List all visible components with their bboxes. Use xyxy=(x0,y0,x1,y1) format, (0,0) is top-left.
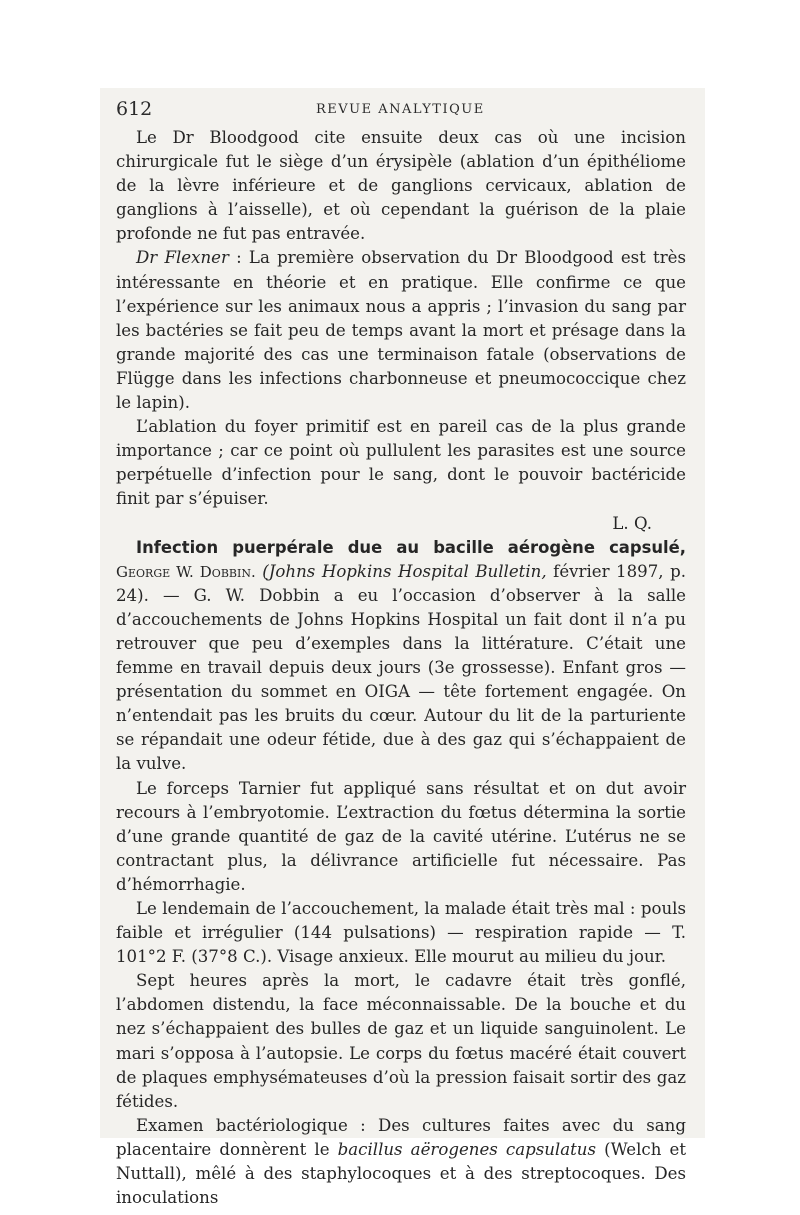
paragraph-flexner-comment xyxy=(116,246,686,415)
article-author: George W. Dobbin. xyxy=(116,562,256,581)
journal-citation: (Johns Hopkins Hospital Bulletin, xyxy=(262,561,547,581)
paragraph-lendemain: Le lendemain de l’accouchement, la malade était très mal : pouls faible et irrégulier (144 pulsations) — respiration rapide — T. 101°2 F. (37°8 C.). Visage anxieux. Elle mourut au milieu du jour. xyxy=(116,899,686,967)
section-title: Infection puerpérale due au bacille aérogène capsulé, xyxy=(136,537,686,557)
page-header xyxy=(116,98,686,122)
paragraph-text: février 1897, p. 24). — G. W. Dobbin a eu l’occasion d’observer à la salle d’accouchements de Johns Hopkins Hospital un fait dont il n’a pu retrouver que peu d’exemples dans la littérature. C’était une femme en travail depuis deux jours (3e grossesse). Enfant gros — présentation du sommet en OIGA — tête fortement engagée. On n’entendait pas les bruits du cœur. Autour du lit de la parturiente se répandait une odeur fétide, due à des gaz qui s’échappaient de la vulve. xyxy=(116,561,686,774)
paragraph-autopsy: Sept heures après la mort, le cadavre était très gonflé, l’abdomen distendu, la face méconnaissable. De la bouche et du nez s’échappaient des bulles de gaz et un liquide sanguinolent. Le mari s’opposa à l’autopsie. Le corps du fœtus macéré était couvert de plaques emphysémateuses d’où la pression faisait sortir des gaz fétides. xyxy=(116,971,686,1111)
speaker-name: Dr Flexner xyxy=(136,248,229,268)
species-name: bacillus aërogenes capsulatus xyxy=(337,1139,596,1159)
paragraph-forceps: Le forceps Tarnier fut appliqué sans résultat et on dut avoir recours à l’embryotomie. L’extraction du fœtus détermina la sortie d’une grande quantité de gaz de la cavité utérine. L’utérus ne se contractant plus, la délivrance artificielle fut nécessaire. Pas d’hémorrhagie. xyxy=(116,778,686,894)
running-head: REVUE ANALYTIQUE xyxy=(316,102,485,117)
article-body xyxy=(116,126,686,1210)
paragraph-bacteriology xyxy=(116,1114,686,1210)
paragraph-text: : La première observation du Dr Bloodgood est très intéressante en théorie et en pratique. Elle confirme ce que l’expérience sur les animaux nous a appris ; l’invasion du sang par les bactéries se fait peu de temps avant la mort et présage dans la grande majorité des cas une terminaison fatale (observations de Flügge dans les infections charbonneuse et pneumococcique chez le lapin). xyxy=(116,248,686,413)
page-number: 612 xyxy=(116,98,153,120)
paragraph-bloodgood-cases: Le Dr Bloodgood cite ensuite deux cas où une incision chirurgicale fut le siège d’un érysipèle (ablation d’un épithéliome de la lèvre inférieure et de ganglions cervicaux, ablation de ganglions à l’aisselle), et où cependant la guérison de la plaie profonde ne fut pas entravée. xyxy=(116,128,686,244)
paragraph-text: Examen bactériologique : Des cultures faites avec du sang placentaire donnèrent le xyxy=(116,1115,686,1159)
paragraph-text: (Welch et Nuttall), mêlé à des staphylocoques et à des streptocoques. Des inoculations xyxy=(116,1139,686,1208)
author-signature: L. Q. xyxy=(612,513,652,533)
paragraph-ablation: L’ablation du foyer primitif est en pareil cas de la plus grande importance ; car ce point où pullulent les parasites est une source perpétuelle d’infection pour le sang, dont le pouvoir bactéricide finit par s’épuiser. xyxy=(116,417,686,509)
paragraph-infection-report xyxy=(116,536,686,777)
